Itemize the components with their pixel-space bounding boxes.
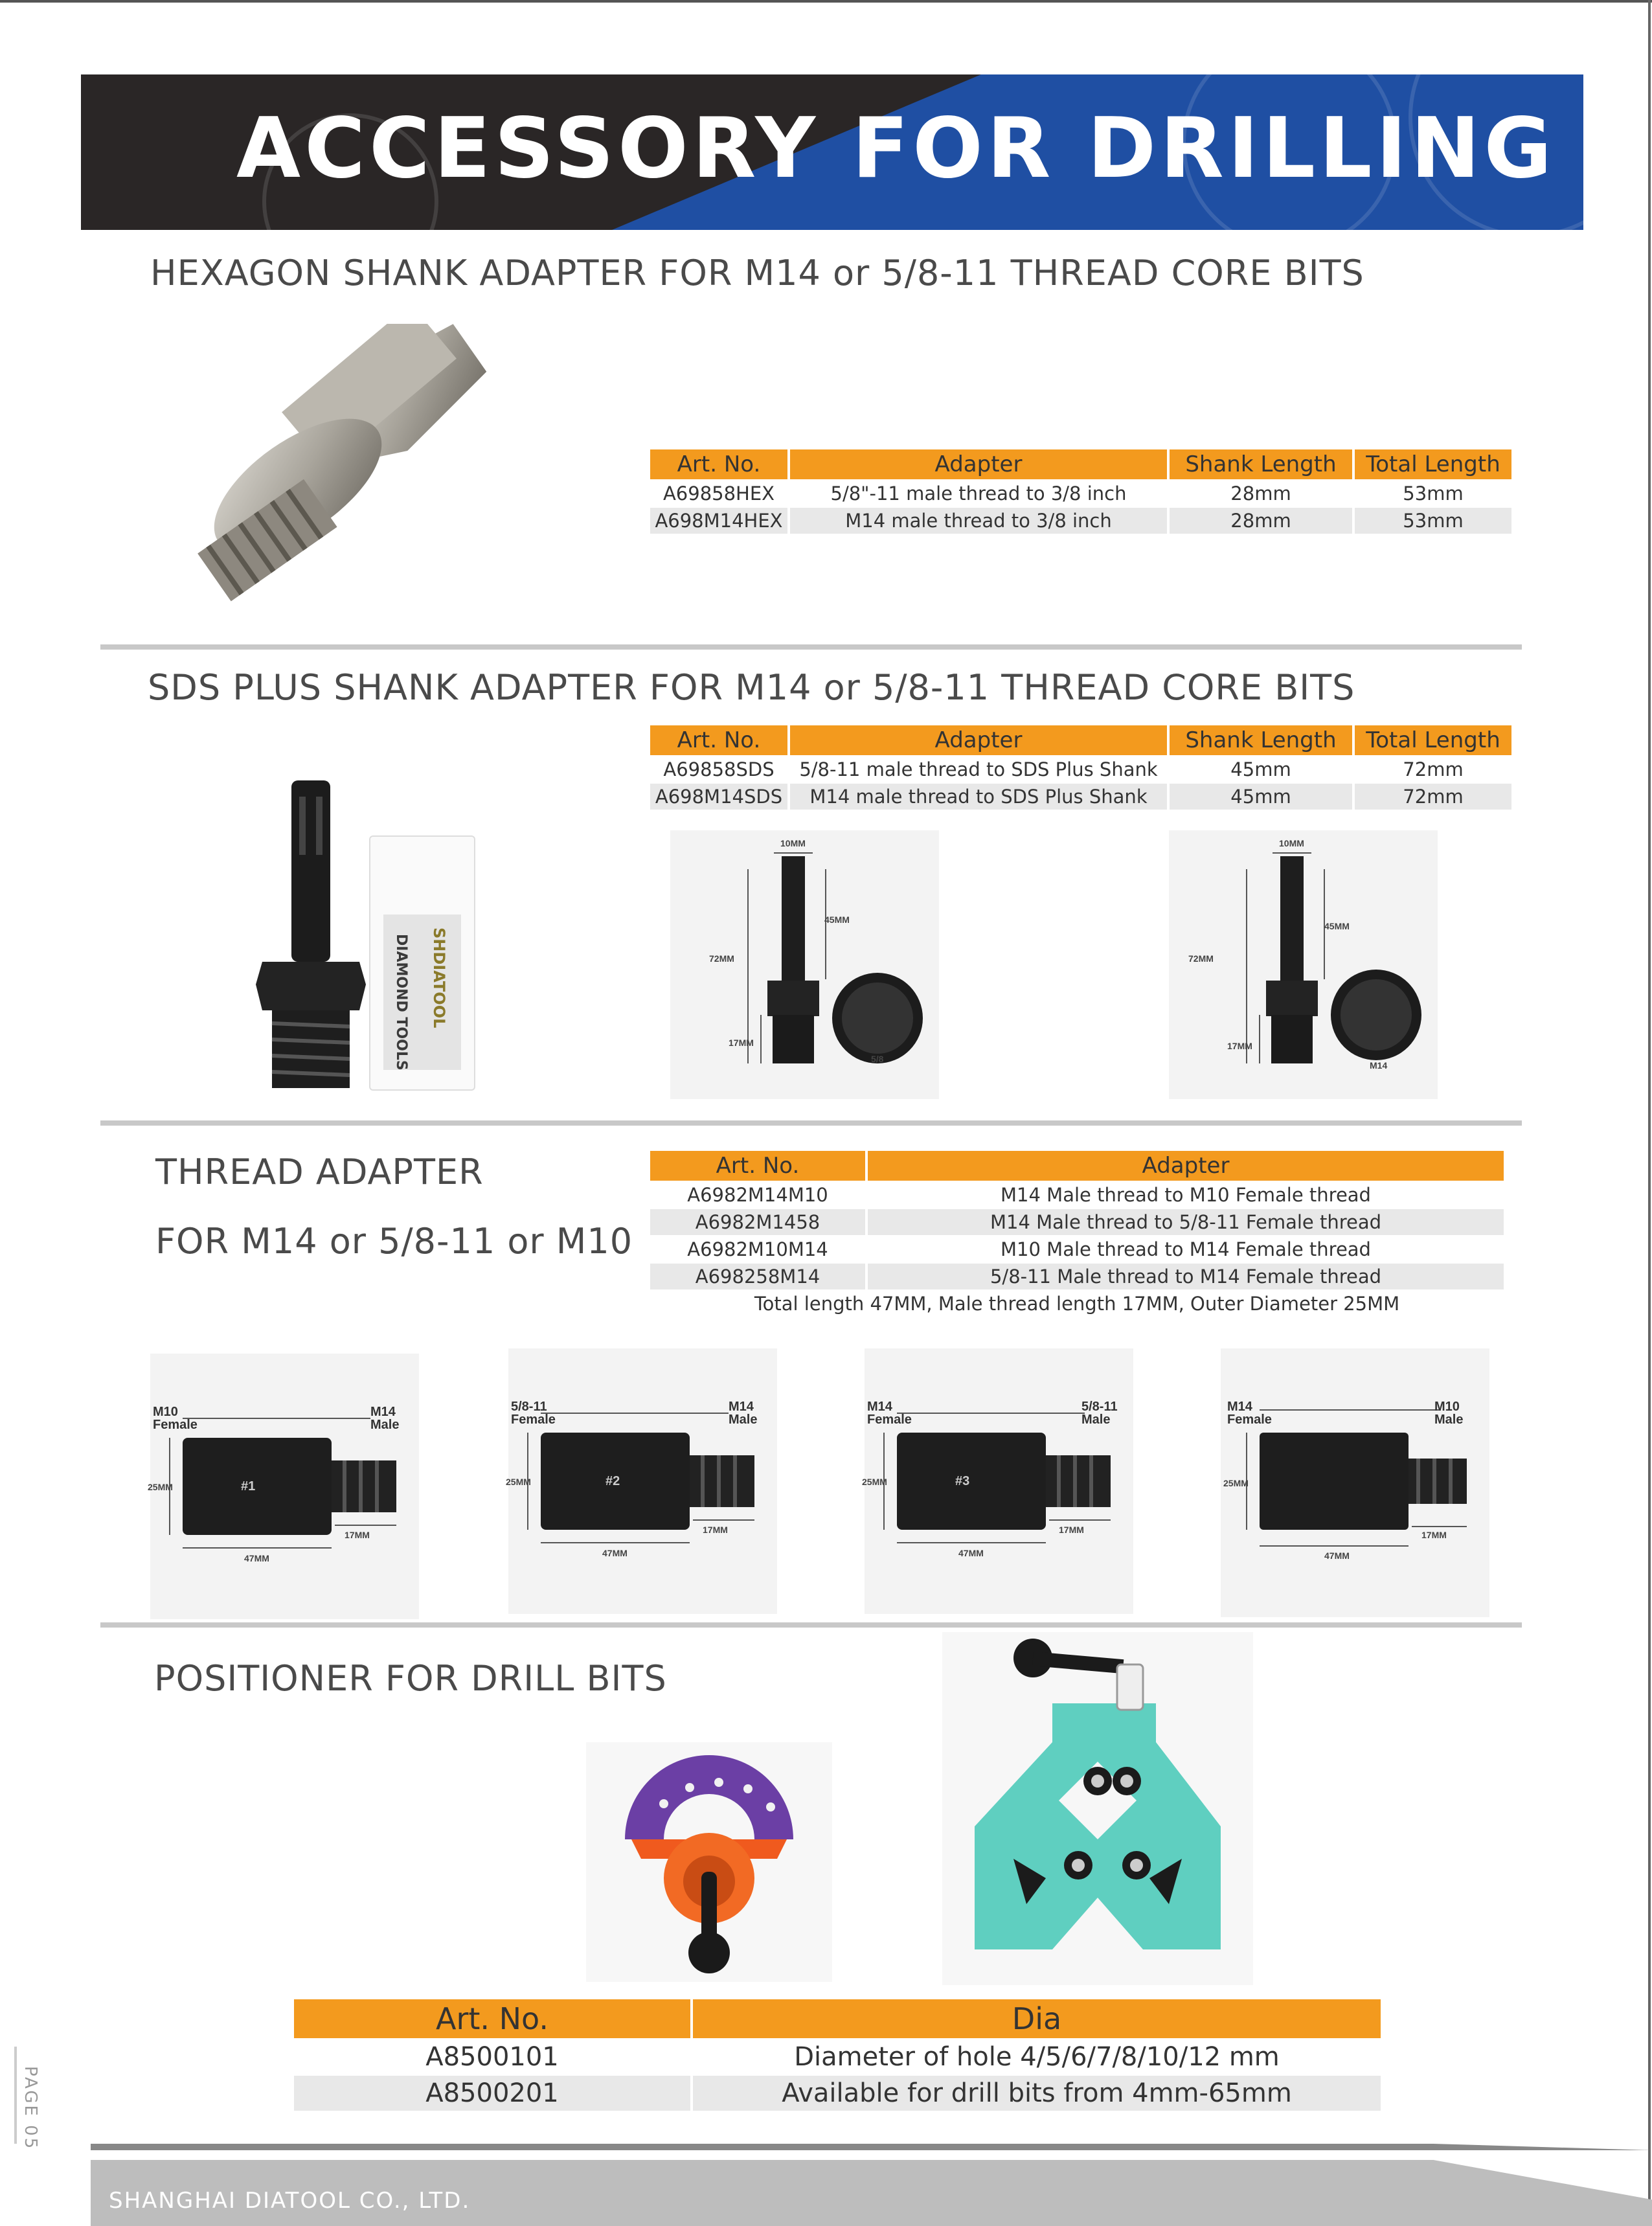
table-row [650, 1236, 1504, 1262]
section-divider [100, 644, 1522, 650]
thread-adapter-photo-4 [1221, 1348, 1489, 1617]
cell-adapter: M10 Male thread to M14 Female thread [1001, 1238, 1371, 1260]
dim-total-length: 47MM [602, 1548, 628, 1558]
label-left-gender: Female [153, 1418, 198, 1432]
header-total-length: Total Length [1355, 725, 1511, 755]
cell-art-no: A6982M1458 [650, 1209, 865, 1235]
header-shank-length: Shank Length [1170, 449, 1352, 479]
sds-section-title: SDS PLUS SHANK ADAPTER FOR M14 or 5/8-11 THREAD CORE BITS [148, 667, 1355, 708]
sds-dimension-photo-1 [670, 830, 939, 1099]
header-total-length: Total Length [1355, 449, 1511, 479]
hex-spec-table [648, 448, 1514, 535]
cell-shank-length: 45mm [1230, 758, 1291, 780]
header-shank-length: Shank Length [1170, 725, 1352, 755]
dim-shank-length: 45MM [824, 914, 850, 925]
thread-adapter-photo-1 [150, 1354, 419, 1619]
footer-accent-line [91, 2144, 1652, 2150]
table-row [650, 1209, 1504, 1235]
thread-spec-table [648, 1150, 1506, 1318]
cell-shank-length: 45mm [1170, 784, 1352, 810]
dim-diameter: 25MM [1223, 1478, 1249, 1488]
dim-thread-length: 17MM [345, 1530, 370, 1540]
sds-dim-drawing-icon [1169, 830, 1438, 1099]
table-row [650, 481, 1511, 506]
cell-dia: Available for drill bits from 4mm-65mm [693, 2076, 1381, 2111]
table-row [650, 756, 1511, 782]
table-row [650, 1182, 1504, 1208]
label-right-gender: Male [1081, 1413, 1111, 1427]
cell-adapter: M14 male thread to SDS Plus Shank [790, 784, 1167, 810]
dim-diameter: 25MM [862, 1477, 887, 1487]
table-row [650, 508, 1511, 534]
label-left-type: M10 [153, 1405, 178, 1419]
label-left-gender: Female [511, 1413, 556, 1427]
cell-shank-length: 28mm [1230, 483, 1291, 505]
sds-adapter-icon [246, 771, 376, 1095]
label-right-type: M10 [1434, 1400, 1460, 1414]
label-right-type: M14 [729, 1400, 754, 1414]
section-divider [100, 1120, 1522, 1126]
header-art-no: Art. No. [650, 1151, 865, 1181]
cell-art-no: A698258M14 [650, 1264, 865, 1289]
sds-product-photo [246, 771, 518, 1095]
positioner-spec-table [291, 1998, 1383, 2112]
cell-adapter: M14 Male thread to 5/8-11 Female thread [868, 1209, 1504, 1235]
header-dia: Dia [693, 1999, 1381, 2038]
cell-total-length: 53mm [1403, 483, 1464, 505]
dim-thread-length: 17MM [703, 1525, 728, 1535]
label-right-gender: Male [370, 1418, 400, 1432]
table-row [650, 1291, 1504, 1317]
right-frame-line [1648, 0, 1651, 2226]
cell-adapter: 5/8-11 male thread to SDS Plus Shank [799, 758, 1158, 780]
positioner-photo-large [942, 1632, 1253, 1985]
header-art-no: Art. No. [650, 725, 787, 755]
cell-adapter: 5/8"-11 male thread to 3/8 inch [830, 483, 1127, 505]
dim-total-length: 72MM [709, 953, 734, 964]
hex-section-title: HEXAGON SHANK ADAPTER FOR M14 or 5/8-11 THREAD CORE BITS [150, 253, 1364, 293]
dim-thread-length: 17MM [1059, 1525, 1084, 1535]
thread-section-title-line2: FOR M14 or 5/8-11 or M10 [155, 1221, 633, 1262]
cell-art-no: A698M14SDS [650, 784, 787, 810]
sds-dimension-photo-2 [1169, 830, 1438, 1099]
cell-adapter: M14 Male thread to M10 Female thread [1001, 1184, 1371, 1206]
thread-adapter-photo-2 [508, 1348, 777, 1614]
dim-top-width: 10MM [1279, 838, 1304, 848]
top-frame-line [0, 0, 1652, 3]
cell-art-no: A6982M10M14 [687, 1238, 828, 1260]
dim-top-width: 10MM [780, 838, 806, 848]
label-number: #3 [955, 1474, 970, 1488]
dim-thread-length: 17MM [1421, 1530, 1447, 1540]
cell-shank-length: 28mm [1170, 508, 1352, 534]
section-divider [100, 1622, 1522, 1628]
label-right-type: 5/8-11 [1081, 1400, 1118, 1414]
sds-spec-table [648, 724, 1514, 811]
cell-art-no: A698M14HEX [650, 508, 787, 534]
label-left-gender: Female [1227, 1413, 1272, 1427]
cell-total-length: 72mm [1403, 758, 1464, 780]
dim-thread-length: 17MM [729, 1038, 754, 1048]
table-header-row [650, 449, 1511, 479]
cell-art-no: A6982M14M10 [687, 1184, 828, 1206]
thread-adapter-icon [1221, 1348, 1489, 1617]
dim-total-length: 47MM [958, 1548, 984, 1558]
dim-diameter: 25MM [506, 1477, 531, 1487]
dim-total-length: 47MM [1324, 1550, 1350, 1561]
cell-art-no: A8500101 [425, 2042, 559, 2072]
label-left-type: 5/8-11 [511, 1400, 547, 1414]
dim-thread-type: M14 [1370, 1060, 1388, 1071]
page-title: ACCESSORY FOR DRILLING [236, 100, 1556, 197]
table-row [650, 784, 1511, 810]
cell-total-length: 72mm [1355, 784, 1511, 810]
header-adapter: Adapter [790, 725, 1167, 755]
table-header-row [650, 725, 1511, 755]
label-right-gender: Male [729, 1413, 758, 1427]
footer-company-name: SHANGHAI DIATOOL CO., LTD. [109, 2188, 471, 2214]
dim-thread-type: 5/8 [871, 1054, 884, 1064]
dim-total-length: 72MM [1188, 953, 1214, 964]
hex-adapter-photo [162, 324, 525, 635]
label-number: #1 [241, 1479, 256, 1493]
box-product-text: DIAMOND TOOLS [393, 934, 409, 1071]
cell-art-no: A8500201 [294, 2076, 690, 2111]
thread-adapter-photo-3 [862, 1348, 1133, 1614]
label-number: #2 [605, 1474, 620, 1488]
thread-adapter-icon [865, 1348, 1133, 1614]
cell-art-no: A69858SDS [663, 758, 775, 780]
table-header-row [294, 1999, 1381, 2038]
label-left-type: M14 [867, 1400, 892, 1414]
positioner-section-title: POSITIONER FOR DRILL BITS [154, 1658, 667, 1699]
table-header-row [650, 1151, 1504, 1181]
positioner-photo-small [586, 1742, 832, 1982]
table-row [294, 2076, 1381, 2111]
dim-total-length: 47MM [244, 1553, 269, 1563]
cell-adapter: 5/8-11 Male thread to M14 Female thread [868, 1264, 1504, 1289]
thread-section-title-line1: THREAD ADAPTER [155, 1152, 484, 1192]
cell-dia: Diameter of hole 4/5/6/7/8/10/12 mm [794, 2042, 1280, 2072]
page-number: PAGE 05 [21, 2066, 40, 2151]
label-right-type: M14 [370, 1405, 396, 1419]
table-row [294, 2039, 1381, 2074]
header-adapter: Adapter [868, 1151, 1504, 1181]
round-positioner-icon [586, 1742, 832, 1982]
header-art-no: Art. No. [650, 449, 787, 479]
label-right-gender: Male [1434, 1413, 1464, 1427]
tile-hole-saw-guide-icon [942, 1632, 1253, 1985]
label-left-gender: Female [867, 1413, 912, 1427]
dim-shank-length: 45MM [1324, 921, 1350, 931]
table-row [650, 1264, 1504, 1289]
thread-adapter-icon [508, 1348, 777, 1614]
cell-note: Total length 47MM, Male thread length 17MM, Outer Diameter 25MM [754, 1293, 1400, 1315]
cell-adapter: M14 male thread to 3/8 inch [790, 508, 1167, 534]
dim-thread-length: 17MM [1227, 1041, 1252, 1051]
box-brand-text: SHDIATOOL [430, 927, 448, 1028]
title-banner [81, 74, 1583, 230]
page-marker-bar [14, 2047, 17, 2144]
header-art-no: Art. No. [294, 1999, 690, 2038]
cell-art-no: A69858HEX [662, 483, 775, 505]
cell-total-length: 53mm [1355, 508, 1511, 534]
sds-dim-drawing-icon [670, 830, 939, 1099]
dim-diameter: 25MM [148, 1482, 173, 1492]
package-box [369, 835, 475, 1091]
label-left-type: M14 [1227, 1400, 1252, 1414]
thread-adapter-icon [150, 1354, 419, 1619]
header-adapter: Adapter [790, 449, 1167, 479]
